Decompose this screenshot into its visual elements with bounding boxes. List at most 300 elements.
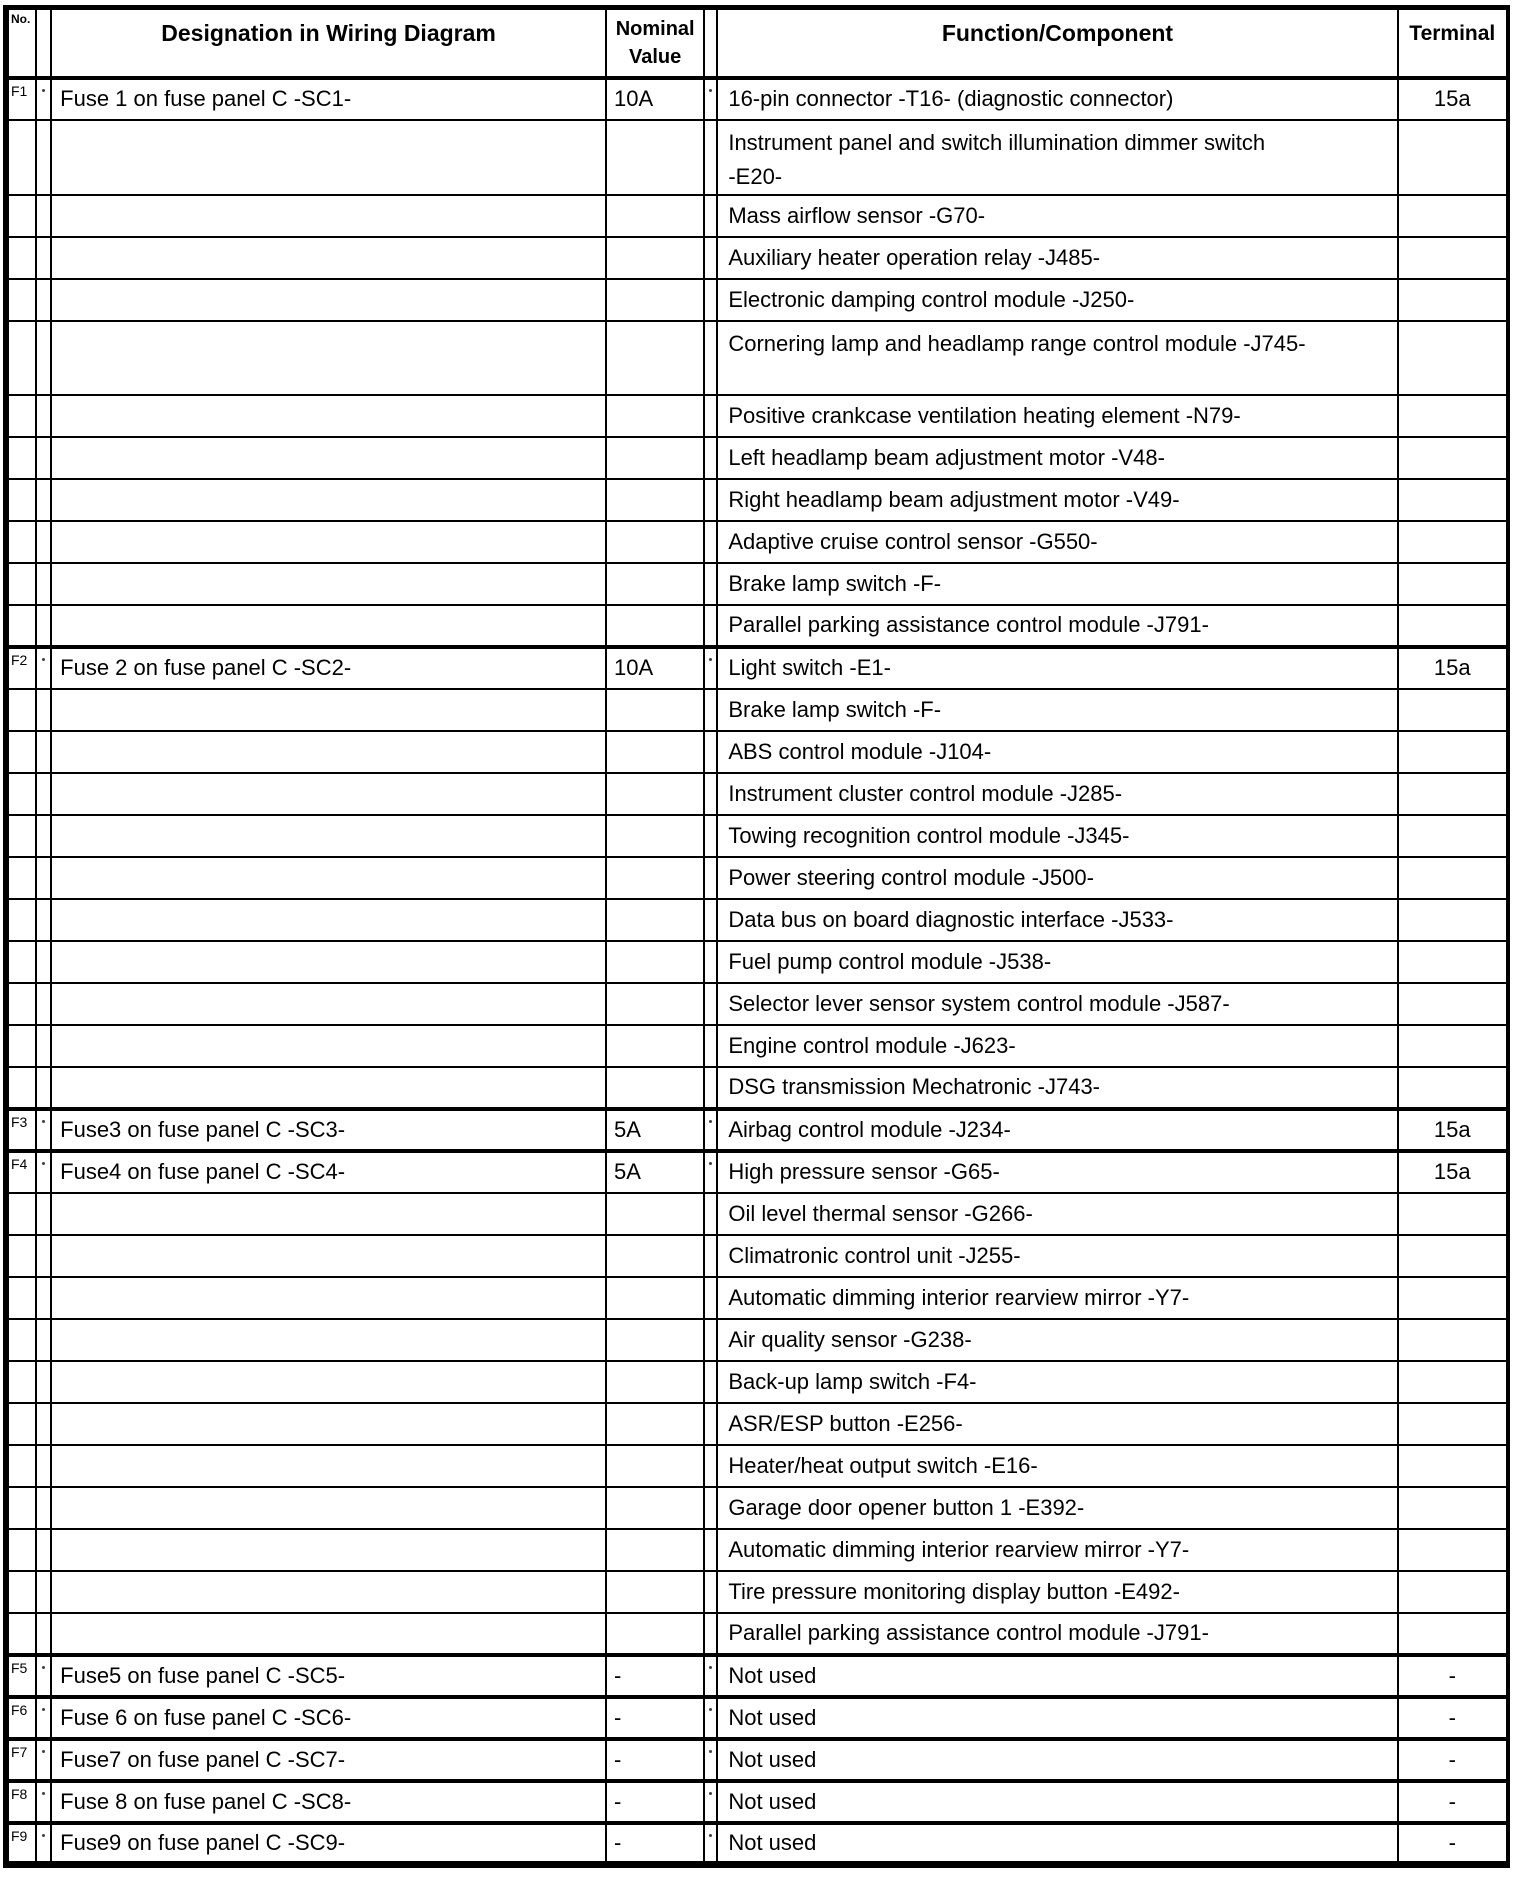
spacer-cell-right	[704, 1739, 717, 1781]
designation-cell	[51, 1571, 606, 1613]
fuse-number-label: F7	[11, 1743, 28, 1760]
function-component-cell	[717, 1025, 1397, 1067]
nominal-value-cell	[606, 899, 704, 941]
function-component-cell	[717, 605, 1397, 647]
designation-cell	[51, 899, 606, 941]
spacer-cell-right	[704, 479, 717, 521]
spacer-cell-right	[704, 689, 717, 731]
function-component-text: Brake lamp switch -F-	[728, 696, 942, 722]
scan-dot	[42, 89, 45, 92]
spacer-cell-right	[704, 731, 717, 773]
function-component-cell	[717, 563, 1397, 605]
spacer-cell-right	[704, 1025, 717, 1067]
designation-cell	[51, 815, 606, 857]
scan-dot	[42, 1834, 45, 1837]
nominal-value-cell	[606, 731, 704, 773]
fuse-function-row	[6, 1529, 1508, 1571]
function-component-cell	[717, 773, 1397, 815]
scan-dot	[709, 1834, 712, 1837]
nominal-value-cell	[606, 689, 704, 731]
spacer-cell-right	[704, 1529, 717, 1571]
function-component-cell	[717, 689, 1397, 731]
function-component-text: ABS control module -J104-	[728, 738, 992, 764]
designation-cell	[51, 1025, 606, 1067]
nominal-value-cell	[606, 1529, 704, 1571]
fuse-function-row	[6, 1277, 1508, 1319]
spacer-cell-right	[704, 521, 717, 563]
nominal-value-cell	[606, 321, 704, 395]
fuse-number-cell	[6, 1445, 36, 1487]
fuse-function-row	[6, 1067, 1508, 1109]
terminal-cell	[1398, 899, 1508, 941]
terminal-cell	[1398, 941, 1508, 983]
designation-cell	[51, 437, 606, 479]
function-component-cell	[717, 1823, 1397, 1865]
header-function: Function/Component	[717, 8, 1397, 78]
designation-cell	[51, 773, 606, 815]
nominal-value-cell	[606, 605, 704, 647]
spacer-cell-left	[36, 1067, 51, 1109]
scan-dot	[709, 1162, 712, 1165]
spacer-cell-left	[36, 1697, 51, 1739]
fuse-function-row	[6, 479, 1508, 521]
function-component-text: Instrument panel and switch illumination dimmer switch	[728, 129, 1266, 155]
nominal-value-cell	[606, 1193, 704, 1235]
spacer-cell-right	[704, 78, 717, 120]
nominal-value-cell	[606, 479, 704, 521]
fuse-function-row	[6, 321, 1508, 395]
fuse-number-cell	[6, 1529, 36, 1571]
spacer-cell-right	[704, 1403, 717, 1445]
fuse-number-cell	[6, 321, 36, 395]
spacer-cell-right	[704, 195, 717, 237]
designation-cell	[51, 1613, 606, 1655]
fuse-number-cell	[6, 1277, 36, 1319]
fuse-number-cell	[6, 1823, 36, 1865]
spacer-cell-left	[36, 479, 51, 521]
spacer-cell-left	[36, 1571, 51, 1613]
terminal-text: -	[1448, 1829, 1456, 1855]
designation-cell	[51, 1403, 606, 1445]
fuse-function-row	[6, 237, 1508, 279]
function-component-cell	[717, 815, 1397, 857]
fuse-section-start-row	[6, 647, 1508, 689]
function-component-text: Parallel parking assistance control module -J791-	[728, 612, 1209, 638]
nominal-value-text: -	[613, 1662, 622, 1688]
spacer-cell-right	[704, 1277, 717, 1319]
fuse-number-cell	[6, 1025, 36, 1067]
function-component-cell	[717, 1655, 1397, 1697]
spacer-cell-right	[704, 1697, 717, 1739]
header-no: No.	[6, 8, 36, 78]
spacer-cell-right	[704, 1571, 717, 1613]
function-component-cell	[717, 521, 1397, 563]
nominal-value-cell	[606, 521, 704, 563]
spacer-cell-left	[36, 1655, 51, 1697]
fuse-number-label: F3	[11, 1113, 28, 1130]
terminal-cell	[1398, 321, 1508, 395]
fuse-function-row	[6, 1613, 1508, 1655]
function-component-text: Not used	[728, 1829, 817, 1855]
fuse-function-row	[6, 857, 1508, 899]
fuse-function-row	[6, 1361, 1508, 1403]
function-component-text: Left headlamp beam adjustment motor -V48-	[728, 444, 1165, 470]
function-component-cell	[717, 1151, 1397, 1193]
terminal-cell	[1398, 815, 1508, 857]
designation-cell	[51, 1109, 606, 1151]
scan-dot	[42, 1792, 45, 1795]
designation-cell	[51, 689, 606, 731]
terminal-cell	[1398, 1823, 1508, 1865]
nominal-value-cell	[606, 1445, 704, 1487]
function-component-text: Tire pressure monitoring display button -E492-	[728, 1578, 1180, 1604]
function-component-text: Garage door opener button 1 -E392-	[728, 1494, 1085, 1520]
function-component-cell	[717, 1067, 1397, 1109]
nominal-value-cell	[606, 395, 704, 437]
spacer-cell-right	[704, 1361, 717, 1403]
function-component-text: Airbag control module -J234-	[728, 1116, 1011, 1142]
fuse-number-cell	[6, 1319, 36, 1361]
spacer-cell-left	[36, 1361, 51, 1403]
nominal-value-text: -	[613, 1829, 622, 1855]
fuse-number-cell	[6, 731, 36, 773]
fuse-number-label: F2	[11, 651, 28, 668]
spacer-cell-right	[704, 437, 717, 479]
terminal-cell	[1398, 479, 1508, 521]
spacer-cell-left	[36, 1193, 51, 1235]
function-component-cell	[717, 279, 1397, 321]
function-component-text: Electronic damping control module -J250-	[728, 286, 1135, 312]
fuse-function-row	[6, 731, 1508, 773]
spacer-cell-left	[36, 1403, 51, 1445]
nominal-value-cell	[606, 1613, 704, 1655]
fuse-number-cell	[6, 815, 36, 857]
designation-cell	[51, 1151, 606, 1193]
designation-cell	[51, 395, 606, 437]
designation-cell	[51, 120, 606, 195]
nominal-value-cell	[606, 647, 704, 689]
nominal-value-cell	[606, 437, 704, 479]
function-component-text: Light switch -E1-	[728, 655, 891, 681]
terminal-cell	[1398, 437, 1508, 479]
terminal-text: 15a	[1433, 1159, 1471, 1185]
designation-cell	[51, 1277, 606, 1319]
function-component-cell	[717, 395, 1397, 437]
header-nominal-line2: Value	[629, 46, 682, 68]
spacer-cell-right	[704, 395, 717, 437]
terminal-cell	[1398, 1529, 1508, 1571]
nominal-value-cell	[606, 773, 704, 815]
function-component-text: Towing recognition control module -J345-	[728, 822, 1130, 848]
terminal-cell	[1398, 857, 1508, 899]
designation-cell	[51, 1529, 606, 1571]
header-nominal-line1: Nominal	[615, 18, 695, 40]
spacer-cell-right	[704, 899, 717, 941]
fuse-number-cell	[6, 1697, 36, 1739]
designation-cell	[51, 1319, 606, 1361]
designation-cell	[51, 1655, 606, 1697]
fuse-function-row	[6, 983, 1508, 1025]
designation-cell	[51, 479, 606, 521]
spacer-cell-right	[704, 1067, 717, 1109]
spacer-cell-right	[704, 983, 717, 1025]
fuse-number-cell	[6, 941, 36, 983]
scan-dot	[709, 1708, 712, 1711]
fuse-section-start-row	[6, 1781, 1508, 1823]
fuse-number-cell	[6, 1361, 36, 1403]
function-component-cell	[717, 647, 1397, 689]
function-component-text: Brake lamp switch -F-	[728, 570, 942, 596]
spacer-cell-left	[36, 1277, 51, 1319]
nominal-value-cell	[606, 1655, 704, 1697]
function-component-cell	[717, 857, 1397, 899]
fuse-function-row	[6, 1193, 1508, 1235]
fuse-number-label: F8	[11, 1785, 28, 1802]
fuse-function-row	[6, 437, 1508, 479]
spacer-cell-right	[704, 1235, 717, 1277]
terminal-cell	[1398, 1319, 1508, 1361]
fuse-section-start-row	[6, 1151, 1508, 1193]
nominal-value-cell	[606, 1277, 704, 1319]
terminal-cell	[1398, 78, 1508, 120]
function-component-cell	[717, 1361, 1397, 1403]
function-component-cell	[717, 237, 1397, 279]
function-component-text: Data bus on board diagnostic interface -J533-	[728, 906, 1174, 932]
spacer-cell-right	[704, 120, 717, 195]
spacer-cell-left	[36, 731, 51, 773]
designation-text: Fuse 1 on fuse panel C -SC1-	[60, 86, 352, 111]
fuse-number-cell	[6, 983, 36, 1025]
nominal-value-cell	[606, 983, 704, 1025]
spacer-cell-left	[36, 773, 51, 815]
spacer-cell-left	[36, 689, 51, 731]
terminal-cell	[1398, 521, 1508, 563]
function-component-text: Engine control module -J623-	[728, 1032, 1016, 1058]
terminal-cell	[1398, 1151, 1508, 1193]
spacer-cell-left	[36, 1025, 51, 1067]
fuse-section-start-row	[6, 1655, 1508, 1697]
designation-text: Fuse3 on fuse panel C -SC3-	[60, 1116, 346, 1142]
spacer-cell-left	[36, 395, 51, 437]
nominal-value-text: 10A	[613, 655, 654, 681]
nominal-value-cell	[606, 1361, 704, 1403]
terminal-text: 15a	[1433, 655, 1471, 681]
spacer-cell-left	[36, 78, 51, 120]
spacer-cell-left	[36, 857, 51, 899]
terminal-cell	[1398, 1025, 1508, 1067]
spacer-cell-left	[36, 899, 51, 941]
function-component-text: Power steering control module -J500-	[728, 864, 1094, 890]
nominal-value-cell	[606, 1403, 704, 1445]
spacer-cell-right	[704, 237, 717, 279]
nominal-value-cell	[606, 1781, 704, 1823]
function-component-cell	[717, 1487, 1397, 1529]
fuse-number-label: F9	[11, 1827, 28, 1844]
function-component-text: Air quality sensor -G238-	[728, 1326, 972, 1352]
designation-cell	[51, 731, 606, 773]
fuse-number-cell	[6, 479, 36, 521]
function-component-text: Automatic dimming interior rearview mirror -Y7-	[728, 1284, 1190, 1310]
terminal-text: 15a	[1433, 86, 1471, 111]
nominal-value-cell	[606, 1151, 704, 1193]
fuse-function-row	[6, 120, 1508, 195]
fuse-function-row	[6, 521, 1508, 563]
function-component-text: ASR/ESP button -E256-	[728, 1410, 963, 1436]
fuse-function-row	[6, 941, 1508, 983]
scan-dot	[42, 658, 45, 661]
spacer-cell-right	[704, 1655, 717, 1697]
function-component-cell	[717, 1697, 1397, 1739]
spacer-cell-left	[36, 1319, 51, 1361]
spacer-cell-right	[704, 941, 717, 983]
spacer-cell-left	[36, 983, 51, 1025]
spacer-cell-right	[704, 1445, 717, 1487]
nominal-value-cell	[606, 1571, 704, 1613]
fuse-number-cell	[6, 563, 36, 605]
designation-cell	[51, 321, 606, 395]
nominal-value-cell	[606, 279, 704, 321]
function-component-cell	[717, 479, 1397, 521]
nominal-value-cell	[606, 563, 704, 605]
spacer-cell-left	[36, 1529, 51, 1571]
designation-cell	[51, 1697, 606, 1739]
fuse-number-cell	[6, 1403, 36, 1445]
fuse-number-cell	[6, 1067, 36, 1109]
spacer-cell-right	[704, 1823, 717, 1865]
fuse-number-cell	[6, 899, 36, 941]
function-component-cell	[717, 1277, 1397, 1319]
designation-cell	[51, 605, 606, 647]
terminal-cell	[1398, 1571, 1508, 1613]
designation-text: Fuse4 on fuse panel C -SC4-	[60, 1159, 346, 1185]
designation-text: Fuse 2 on fuse panel C -SC2-	[60, 655, 352, 681]
terminal-cell	[1398, 120, 1508, 195]
function-component-cell	[717, 437, 1397, 479]
function-component-cell	[717, 899, 1397, 941]
function-component-cell	[717, 1235, 1397, 1277]
fuse-number-cell	[6, 78, 36, 120]
scan-dot	[42, 1162, 45, 1165]
fuse-number-cell	[6, 1235, 36, 1277]
terminal-cell	[1398, 237, 1508, 279]
header-designation: Designation in Wiring Diagram	[51, 8, 606, 78]
terminal-cell	[1398, 1277, 1508, 1319]
scan-dot	[42, 1708, 45, 1711]
spacer-cell-left	[36, 1151, 51, 1193]
nominal-value-cell	[606, 1823, 704, 1865]
function-component-text: Back-up lamp switch -F4-	[728, 1368, 977, 1394]
fuse-number-cell	[6, 857, 36, 899]
terminal-cell	[1398, 1445, 1508, 1487]
scan-dot	[709, 658, 712, 661]
function-component-cell	[717, 321, 1397, 395]
spacer-cell-left	[36, 563, 51, 605]
designation-cell	[51, 78, 606, 120]
nominal-value-cell	[606, 1235, 704, 1277]
spacer-cell-right	[704, 563, 717, 605]
spacer-cell-right	[704, 773, 717, 815]
function-component-text: Fuel pump control module -J538-	[728, 948, 1052, 974]
nominal-value-text: 5A	[613, 1116, 641, 1142]
fuse-number-cell	[6, 279, 36, 321]
spacer-cell-left	[36, 120, 51, 195]
nominal-value-cell	[606, 78, 704, 120]
spacer-cell-right	[704, 279, 717, 321]
nominal-value-cell	[606, 1697, 704, 1739]
scan-dot	[709, 89, 712, 92]
terminal-cell	[1398, 1403, 1508, 1445]
fuse-assignment-table	[3, 5, 1510, 1868]
fuse-number-cell	[6, 195, 36, 237]
designation-cell	[51, 1235, 606, 1277]
nominal-value-text: -	[613, 1704, 622, 1730]
spacer-cell-right	[704, 1193, 717, 1235]
fuse-number-cell	[6, 1781, 36, 1823]
spacer-cell-right	[704, 605, 717, 647]
terminal-text: -	[1448, 1746, 1456, 1772]
designation-cell	[51, 941, 606, 983]
function-component-cell	[717, 120, 1397, 195]
terminal-cell	[1398, 1781, 1508, 1823]
fuse-section-start-row	[6, 78, 1508, 120]
scan-dot	[709, 1750, 712, 1753]
fuse-number-cell	[6, 1613, 36, 1655]
header-spacer-left	[36, 8, 51, 78]
spacer-cell-left	[36, 1235, 51, 1277]
terminal-cell	[1398, 1361, 1508, 1403]
fuse-function-row	[6, 195, 1508, 237]
function-component-text: Climatronic control unit -J255-	[728, 1242, 1021, 1268]
function-component-text: DSG transmission Mechatronic -J743-	[728, 1074, 1101, 1100]
nominal-value-text: -	[613, 1788, 622, 1814]
header-terminal: Terminal	[1398, 8, 1508, 78]
function-component-cell	[717, 1613, 1397, 1655]
fuse-number-cell	[6, 605, 36, 647]
designation-cell	[51, 983, 606, 1025]
nominal-value-cell	[606, 857, 704, 899]
function-component-text: Adaptive cruise control sensor -G550-	[728, 528, 1098, 554]
spacer-cell-right	[704, 647, 717, 689]
terminal-cell	[1398, 563, 1508, 605]
nominal-value-cell	[606, 1319, 704, 1361]
designation-cell	[51, 647, 606, 689]
terminal-cell	[1398, 1487, 1508, 1529]
spacer-cell-right	[704, 1781, 717, 1823]
fuse-number-label: F5	[11, 1659, 28, 1676]
nominal-value-cell	[606, 1739, 704, 1781]
function-component-text: Heater/heat output switch -E16-	[728, 1452, 1038, 1478]
terminal-cell	[1398, 1235, 1508, 1277]
terminal-text: -	[1448, 1704, 1456, 1730]
terminal-cell	[1398, 605, 1508, 647]
terminal-cell	[1398, 1697, 1508, 1739]
terminal-cell	[1398, 731, 1508, 773]
function-component-text: Instrument cluster control module -J285-	[728, 780, 1123, 806]
designation-cell	[51, 1361, 606, 1403]
function-component-cell	[717, 1109, 1397, 1151]
function-component-text: Automatic dimming interior rearview mirror -Y7-	[728, 1536, 1190, 1562]
function-component-cell	[717, 1739, 1397, 1781]
fuse-number-cell	[6, 1109, 36, 1151]
function-component-cell	[717, 731, 1397, 773]
header-spacer-right	[704, 8, 717, 78]
designation-cell	[51, 237, 606, 279]
fuse-section-start-row	[6, 1697, 1508, 1739]
designation-cell	[51, 1193, 606, 1235]
scan-dot	[709, 1792, 712, 1795]
spacer-cell-right	[704, 321, 717, 395]
spacer-cell-right	[704, 1109, 717, 1151]
